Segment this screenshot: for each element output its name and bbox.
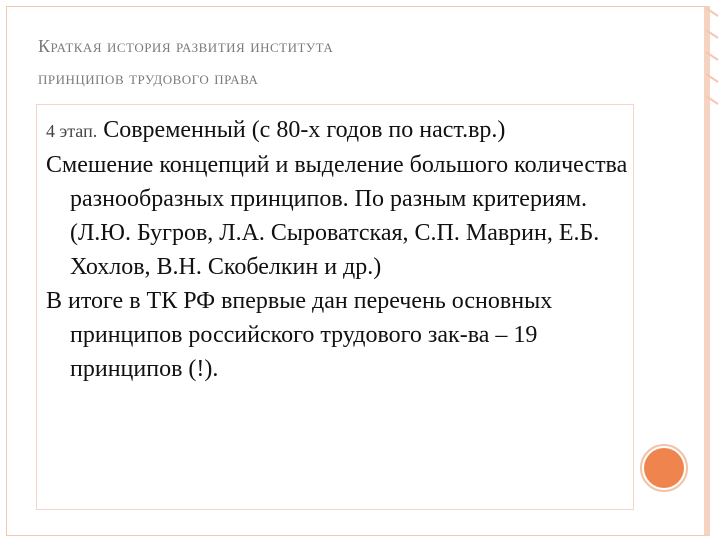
decorative-circle-icon xyxy=(644,448,684,488)
corner-decoration xyxy=(688,0,720,130)
stage-paragraph xyxy=(46,113,634,148)
slide-title xyxy=(38,30,638,94)
stage-label: 4 этап. xyxy=(46,121,98,141)
stage-text: Современный (с 80-х годов по наст.вр.) xyxy=(103,117,506,143)
conclusion-paragraph: В итоге в ТК РФ впервые дан перечень основных принципов российского трудового зак-ва – 19 принципов (!). xyxy=(46,288,553,382)
slide-content xyxy=(46,113,634,386)
slide-title-line-1: Краткая история развития института xyxy=(38,36,334,56)
slide-title-line-2: принципов трудового права xyxy=(38,68,259,88)
concepts-paragraph: Смешение концепций и выделение большого количества разнообразных принципов. По разным критериям. (Л.Ю. Бугров, Л.А. Сыроватская, С.П. Маврин, Е.Б. Хохлов, В.Н. Скобелкин и др.) xyxy=(46,152,628,280)
